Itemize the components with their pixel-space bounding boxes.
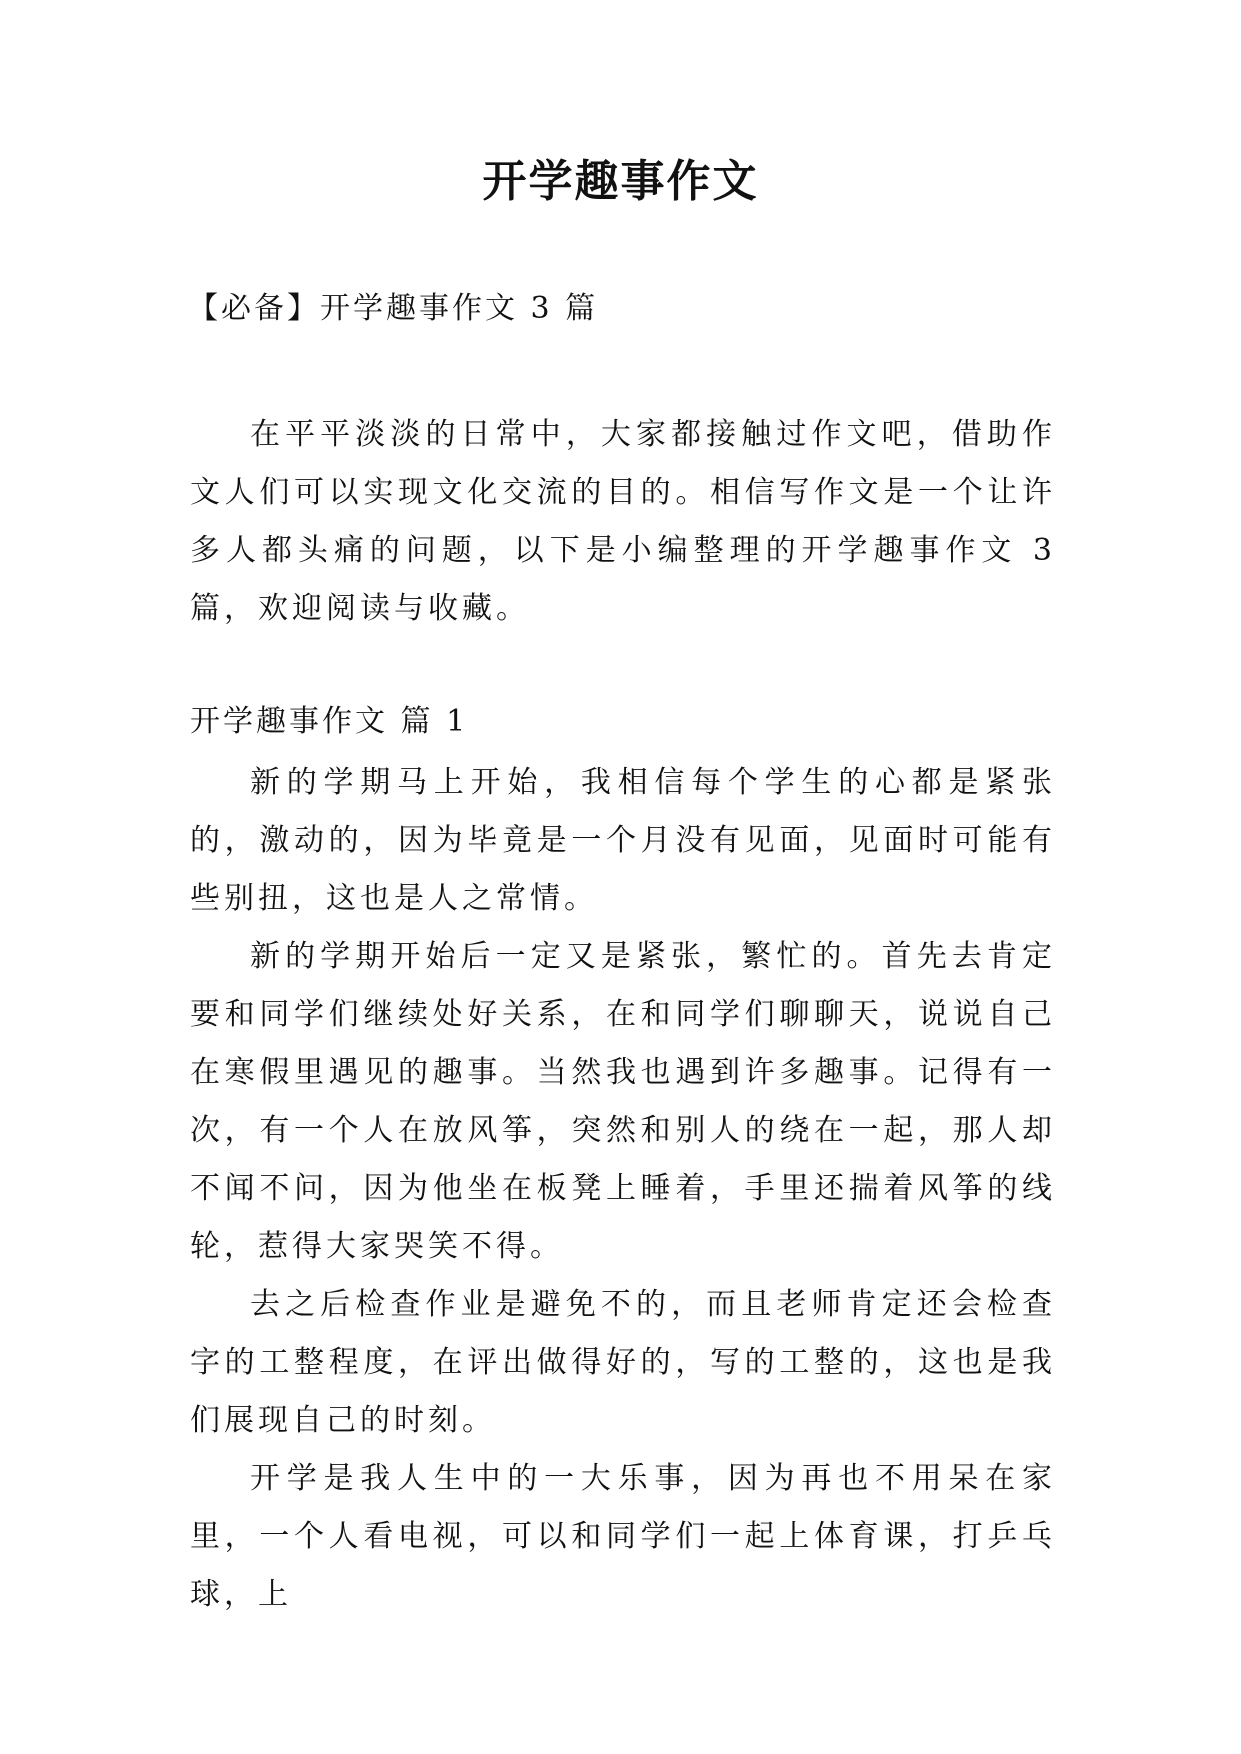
intro-paragraph: 在平平淡淡的日常中，大家都接触过作文吧，借助作文人们可以实现文化交流的目的。相信写作文是一个让许多人都头痛的问题，以下是小编整理的开学趣事作文 3 篇，欢迎阅读与收藏。 [190,417,1056,626]
essay-body [190,754,1056,1624]
essay-paragraph-1: 新的学期马上开始，我相信每个学生的心都是紧张的，激动的，因为毕竟是一个月没有见面，见面时可能有些别扭，这也是人之常情。 [190,765,1056,916]
document-title: 开学趣事作文 [482,156,759,207]
section-label: 开学趣事作文 篇 1 [190,704,469,739]
intro-section [190,406,1056,638]
document-subtitle: 【必备】开学趣事作文 3 篇 [188,291,599,326]
essay-paragraph-4: 开学是我人生中的一大乐事，因为再也不用呆在家里，一个人看电视，可以和同学们一起上体育课，打乒乓球，上 [190,1461,1056,1612]
essay-paragraph-3: 去之后检查作业是避免不的，而且老师肯定还会检查字的工整程度，在评出做得好的，写的工整的，这也是我们展现自己的时刻。 [190,1287,1056,1438]
essay-paragraph-2: 新的学期开始后一定又是紧张，繁忙的。首先去肯定要和同学们继续处好关系，在和同学们聊聊天，说说自己在寒假里遇见的趣事。当然我也遇到许多趣事。记得有一次，有一个人在放风筝，突然和别人的绕在一起，那人却不闻不问，因为他坐在板凳上睡着，手里还揣着风筝的线轮，惹得大家哭笑不得。 [190,939,1056,1264]
